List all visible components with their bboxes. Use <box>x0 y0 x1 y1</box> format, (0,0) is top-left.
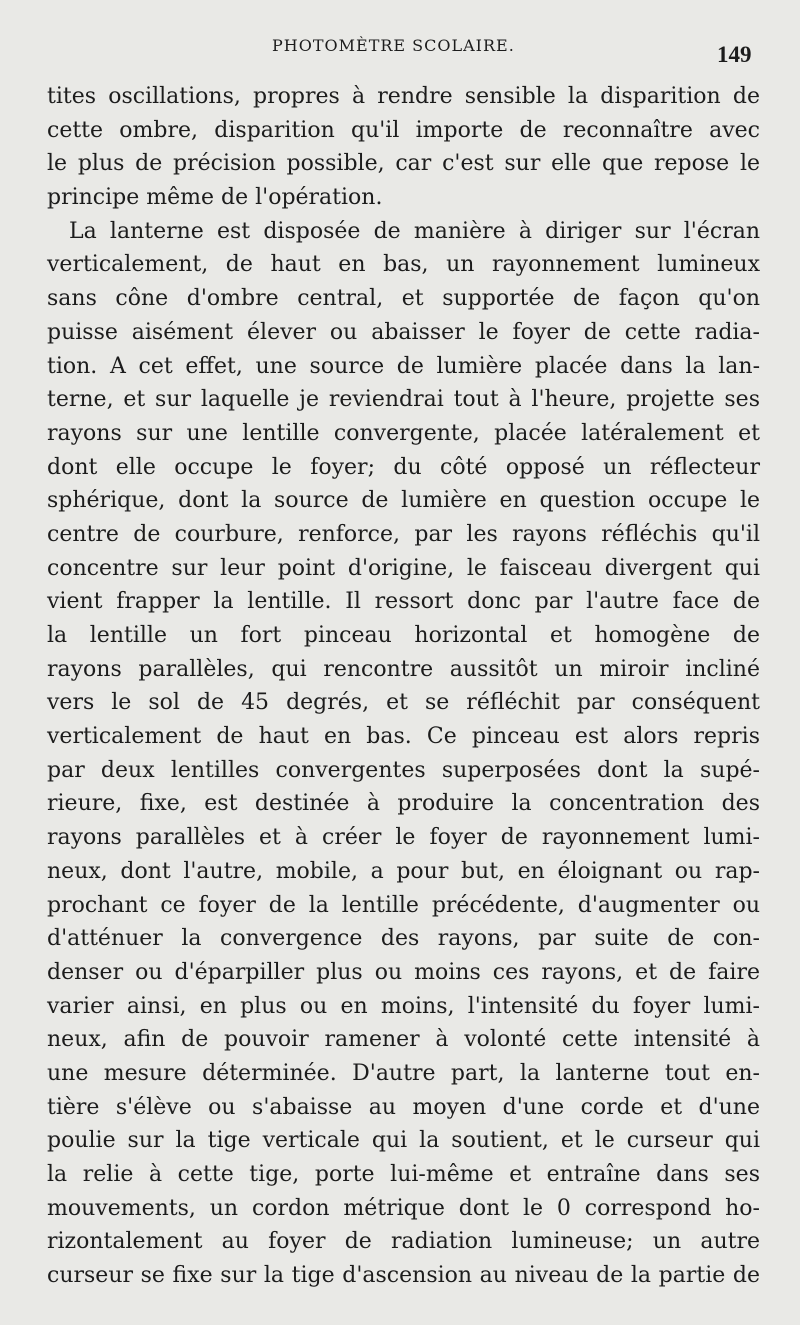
text-line: rieure, fixe, est destinée à produire la concentration des <box>47 791 760 817</box>
text-line: La lanterne est disposée de manière à diriger sur l'écran <box>69 218 760 244</box>
text-line: prochant ce foyer de la lentille précédente, d'augmenter ou <box>47 892 760 918</box>
text-line: poulie sur la tige verticale qui la soutient, et le curseur qui <box>47 1128 760 1154</box>
text-line: cette ombre, disparition qu'il importe de reconnaître avec <box>47 117 760 143</box>
text-line: denser ou d'éparpiller plus ou moins ces rayons, et de faire <box>47 959 760 985</box>
text-line: le plus de précision possible, car c'est sur elle que repose le <box>47 151 760 177</box>
text-line: une mesure déterminée. D'autre part, la lanterne tout en- <box>47 1060 760 1086</box>
text-line: verticalement de haut en bas. Ce pinceau est alors repris <box>47 724 760 750</box>
text-line: dont elle occupe le foyer; du côté opposé un réflecteur <box>47 454 760 480</box>
text-line: tites oscillations, propres à rendre sensible la disparition de <box>47 84 760 109</box>
text-line: sans cône d'ombre central, et supportée de façon qu'on <box>47 286 760 312</box>
text-line: concentre sur leur point d'origine, le faisceau divergent qui <box>47 555 760 581</box>
text-line: curseur se fixe sur la tige d'ascension au niveau de la partie de <box>47 1263 760 1289</box>
text-line: varier ainsi, en plus ou en moins, l'intensité du foyer lumi- <box>47 993 760 1019</box>
text-line: rayons parallèles, qui rencontre aussitôt un miroir incliné <box>47 656 760 682</box>
text-line: la relie à cette tige, porte lui-même et entraîne dans ses <box>47 1162 760 1187</box>
text-line: tion. A cet effet, une source de lumière placée dans la lan- <box>47 353 760 379</box>
text-line: sphérique, dont la source de lumière en question occupe le <box>47 488 760 514</box>
text-line: principe même de l'opération. <box>47 185 383 211</box>
text-line: par deux lentilles convergentes superposées dont la supé- <box>47 757 760 783</box>
text-line: d'atténuer la convergence des rayons, par suite de con- <box>47 926 760 952</box>
text-line: rayons sur une lentille convergente, placée latéralement et <box>47 420 760 446</box>
text-line: tière s'élève ou s'abaisse au moyen d'une corde et d'une <box>47 1094 760 1120</box>
text-line: terne, et sur laquelle je reviendrai tout à l'heure, projette ses <box>47 387 760 413</box>
text-line: mouvements, un cordon métrique dont le 0 correspond ho- <box>47 1195 760 1221</box>
text-line: rizontalement au foyer de radiation lumineuse; un autre <box>47 1229 760 1255</box>
body-text <box>47 80 760 1293</box>
page-number: 149 <box>717 42 752 67</box>
text-line: rayons parallèles et à créer le foyer de rayonnement lumi- <box>47 825 760 851</box>
text-line: neux, dont l'autre, mobile, a pour but, en éloignant ou rap- <box>47 858 760 884</box>
text-line: vers le sol de 45 degrés, et se réfléchit par conséquent <box>47 690 760 716</box>
text-line: neux, afin de pouvoir ramener à volonté cette intensité à <box>47 1027 760 1053</box>
text-line: verticalement, de haut en bas, un rayonnement lumineux <box>47 252 760 278</box>
text-line: vient frapper la lentille. Il ressort donc par l'autre face de <box>47 589 760 615</box>
text-line: puisse aisément élever ou abaisser le foyer de cette radia- <box>47 319 760 345</box>
running-head-title: PHOTOMÈTRE SCOLAIRE. <box>272 36 515 55</box>
text-line: la lentille un fort pinceau horizontal et homogène de <box>47 623 760 648</box>
text-line: centre de courbure, renforce, par les rayons réfléchis qu'il <box>47 521 760 547</box>
